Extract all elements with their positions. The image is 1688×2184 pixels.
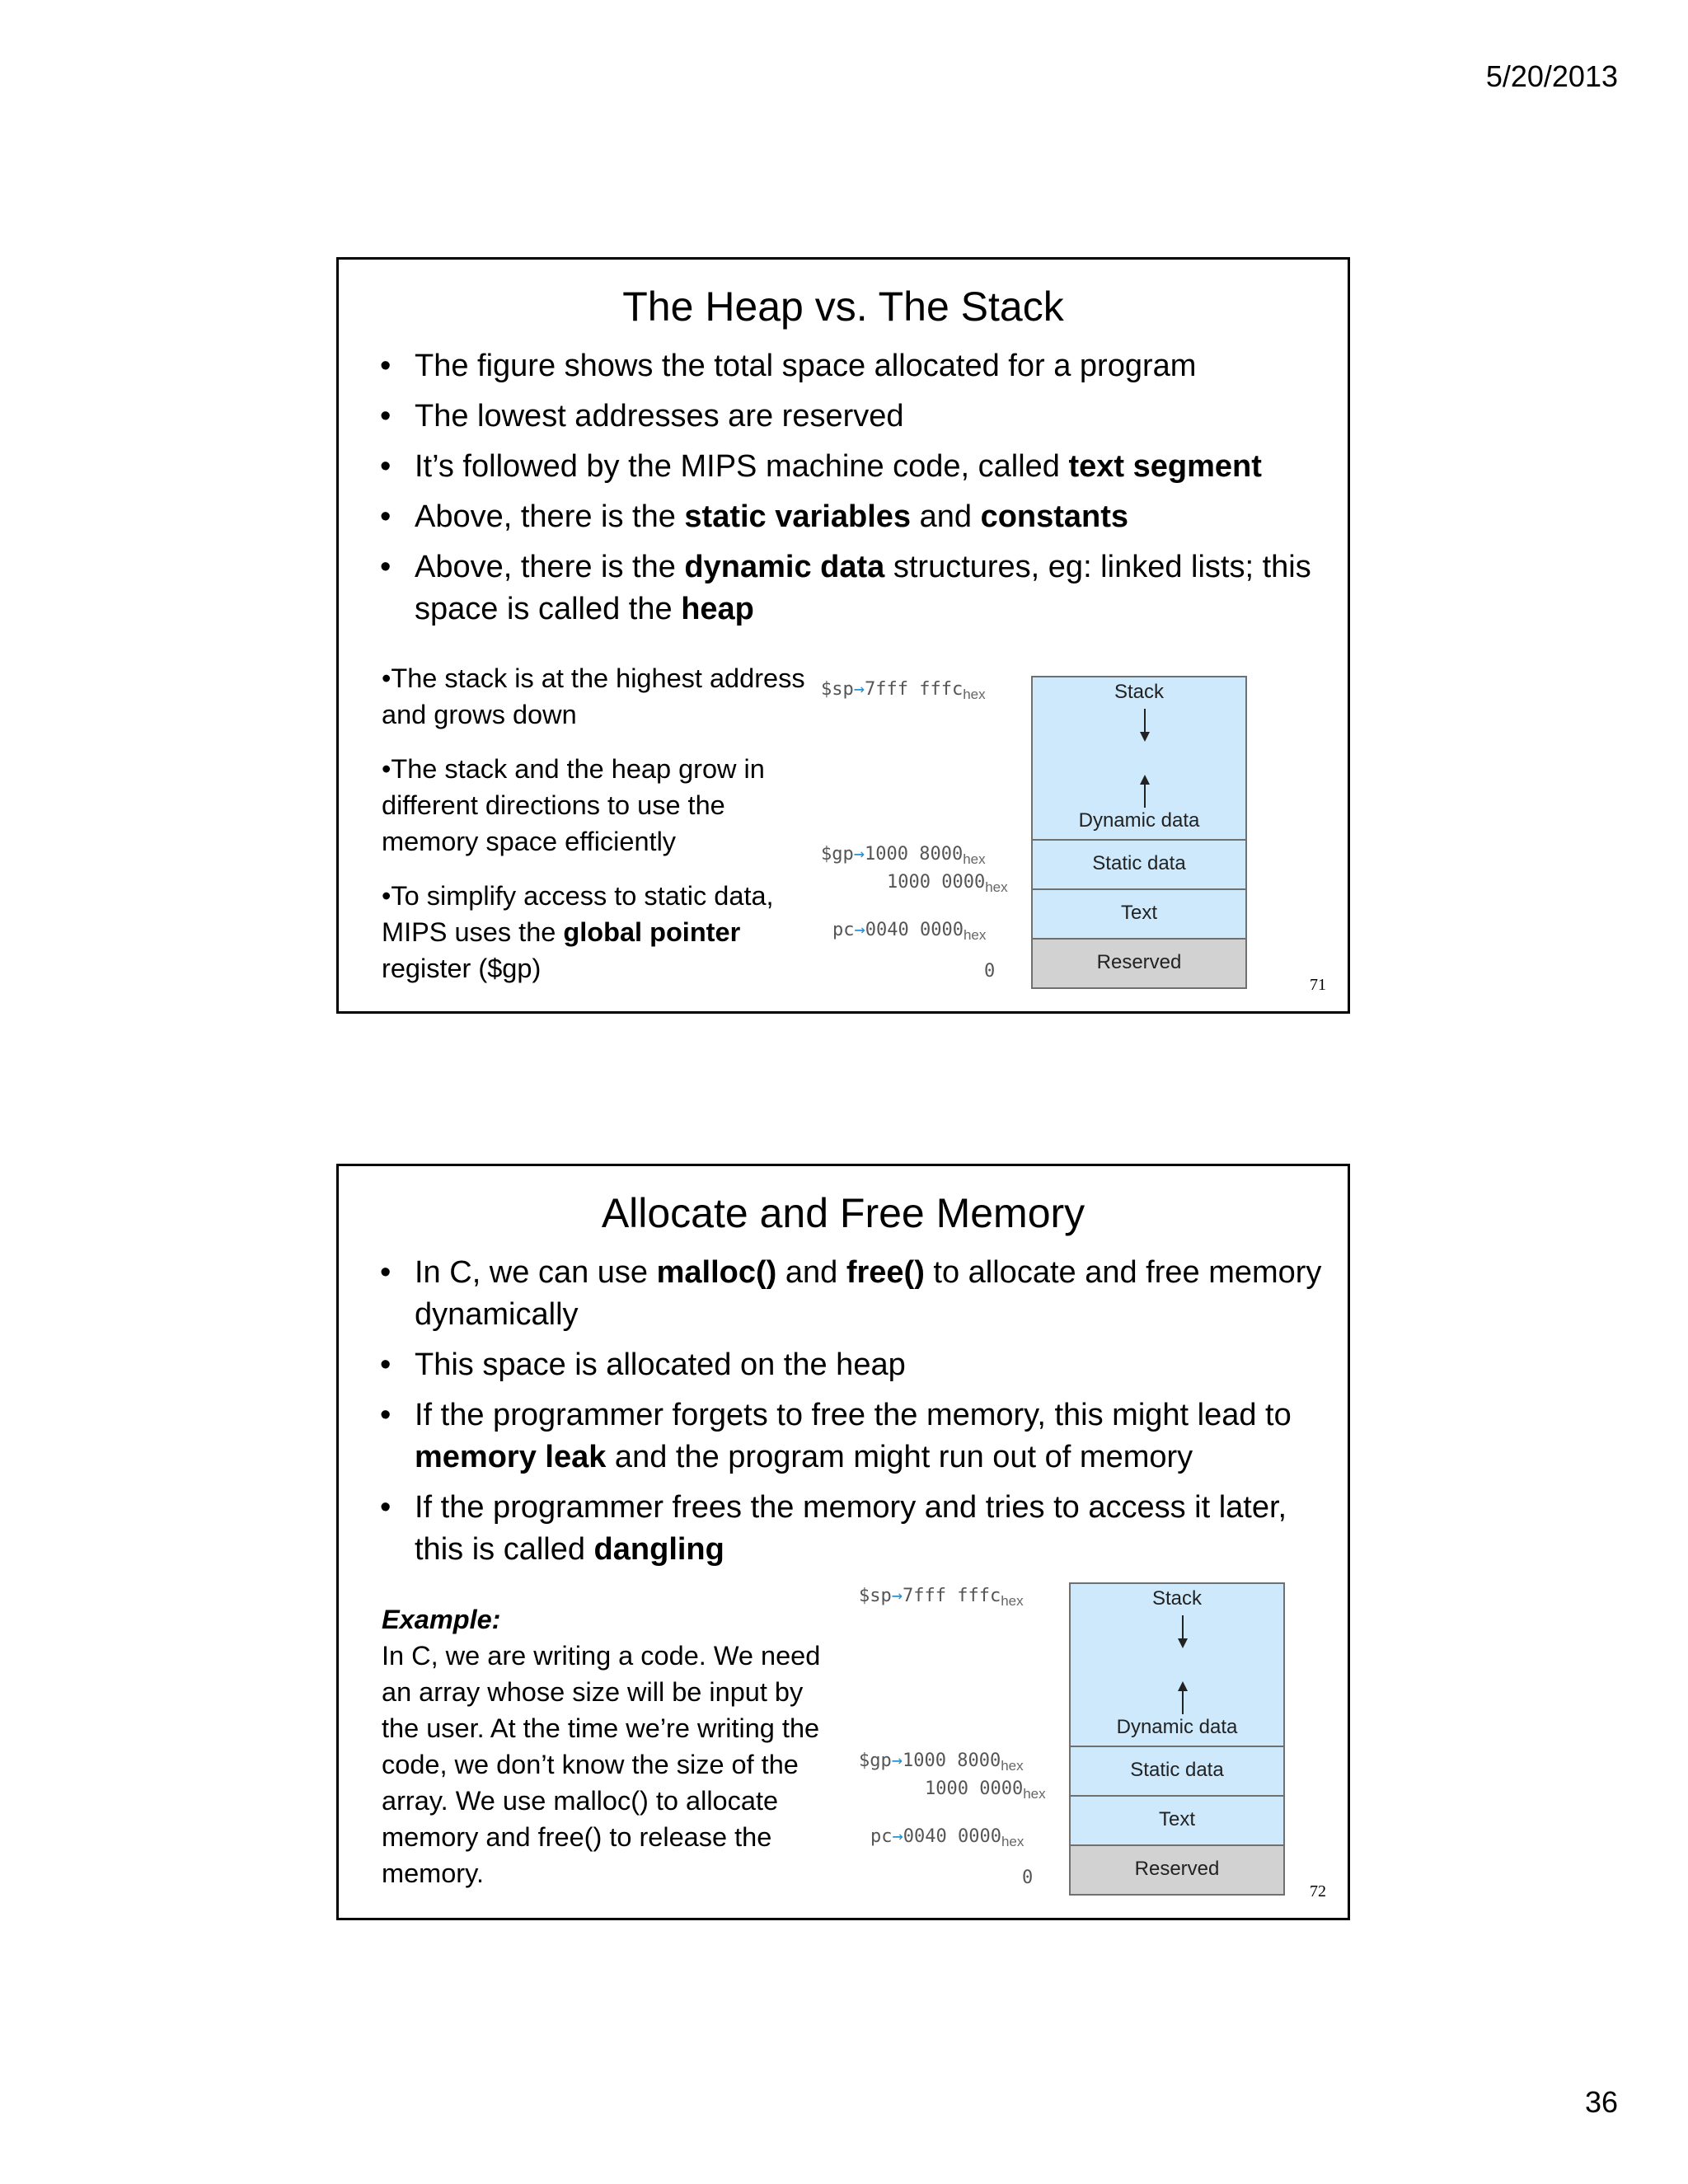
page-number: 36: [1584, 2085, 1618, 2119]
segment-dynamic-data: Dynamic data: [1116, 1716, 1238, 1738]
segment-reserved: Reserved: [1134, 1858, 1220, 1880]
bullet-item: • Above, there is the dynamic data structures, eg: linked lists; this space is called the heap: [380, 546, 1323, 630]
slide-title: Allocate and Free Memory: [601, 1190, 1085, 1236]
segment-stack: Stack: [1114, 681, 1165, 703]
zero-address-label: 0: [984, 961, 996, 982]
memory-column: [1031, 676, 1247, 989]
segment-divider: [1033, 839, 1245, 841]
bullet-list: [380, 345, 1323, 639]
page-date: 5/20/2013: [1485, 59, 1618, 93]
zero-address-label: 0: [1022, 1868, 1034, 1888]
sp-address-label: $sp→7fff fffc$_{hex}$: [859, 1586, 1024, 1609]
memory-layout-diagram: [859, 1582, 1320, 1900]
segment-divider: [1033, 938, 1245, 940]
bullet-item: • The lowest addresses are reserved: [380, 396, 1323, 438]
sp-address-label: $sp→7fff fffc$_{hex}$: [821, 679, 986, 702]
note-global-pointer: •To simplify access to static data, MIPS uses the global pointer register ($gp): [382, 881, 774, 983]
slide-number: 71: [1310, 976, 1326, 994]
segment-divider: [1071, 1844, 1283, 1846]
side-notes: [382, 660, 810, 1005]
segment-static-data: Static data: [1092, 852, 1186, 874]
example-block: [382, 1601, 827, 1891]
segment-text: Text: [1158, 1808, 1195, 1830]
segment-divider: [1033, 888, 1245, 890]
bullet-item: • In C, we can use malloc() and free() to allocate and free memory dynamically: [380, 1252, 1323, 1336]
pc-address-label: pc→0040 $0000_{hex}$: [832, 920, 987, 943]
bullet-list: [380, 1252, 1323, 1579]
segment-divider: [1071, 1746, 1283, 1747]
slide-number: 72: [1310, 1882, 1326, 1900]
bullet-item: • If the programmer frees the memory and tries to access it later, this is called dangling: [380, 1487, 1323, 1571]
segment-static-data: Static data: [1130, 1759, 1224, 1781]
bullet-item: • It’s followed by the MIPS machine code, called text segment: [380, 446, 1323, 488]
segment-dynamic-data: Dynamic data: [1078, 809, 1200, 832]
segment-divider: [1071, 1795, 1283, 1797]
segment-reserved: Reserved: [1096, 951, 1182, 973]
note-stack-highest: •The stack is at the highest address and grows down: [382, 663, 805, 729]
bullet-item: • This space is allocated on the heap: [380, 1344, 1323, 1386]
pc-address-label: pc→0040 $0000_{hex}$: [870, 1826, 1025, 1849]
slide-allocate-free-memory: [336, 1164, 1350, 1920]
bullet-item: • Above, there is the static variables and constants: [380, 496, 1323, 538]
static-base-address-label: 1000 $0000_{hex}$: [887, 872, 1008, 895]
gp-address-label: $gp→1000 $8000_{hex}$: [859, 1750, 1024, 1774]
example-text: In C, we are writing a code. We need an array whose size will be input by the user. At the time we’re writing the code, we don’t know the size of the array. We use malloc() to allocate memory and free() to release the memory.: [382, 1641, 821, 1888]
gp-address-label: $gp→1000 $8000_{hex}$: [821, 844, 986, 867]
slide-title: The Heap vs. The Stack: [622, 284, 1064, 330]
note-grow-directions: •The stack and the heap grow in different directions to use the memory space efficiently: [382, 754, 765, 856]
memory-layout-diagram: [821, 676, 1282, 993]
segment-text: Text: [1120, 902, 1157, 924]
slide-heap-vs-stack: [336, 257, 1350, 1014]
static-base-address-label: 1000 $0000_{hex}$: [925, 1779, 1046, 1802]
bullet-item: • The figure shows the total space allocated for a program: [380, 345, 1323, 387]
example-label: Example:: [382, 1605, 501, 1634]
bullet-item: • If the programmer forgets to free the memory, this might lead to memory leak and the program might run out of memory: [380, 1394, 1323, 1479]
segment-stack: Stack: [1151, 1587, 1203, 1610]
memory-column: [1069, 1582, 1285, 1896]
